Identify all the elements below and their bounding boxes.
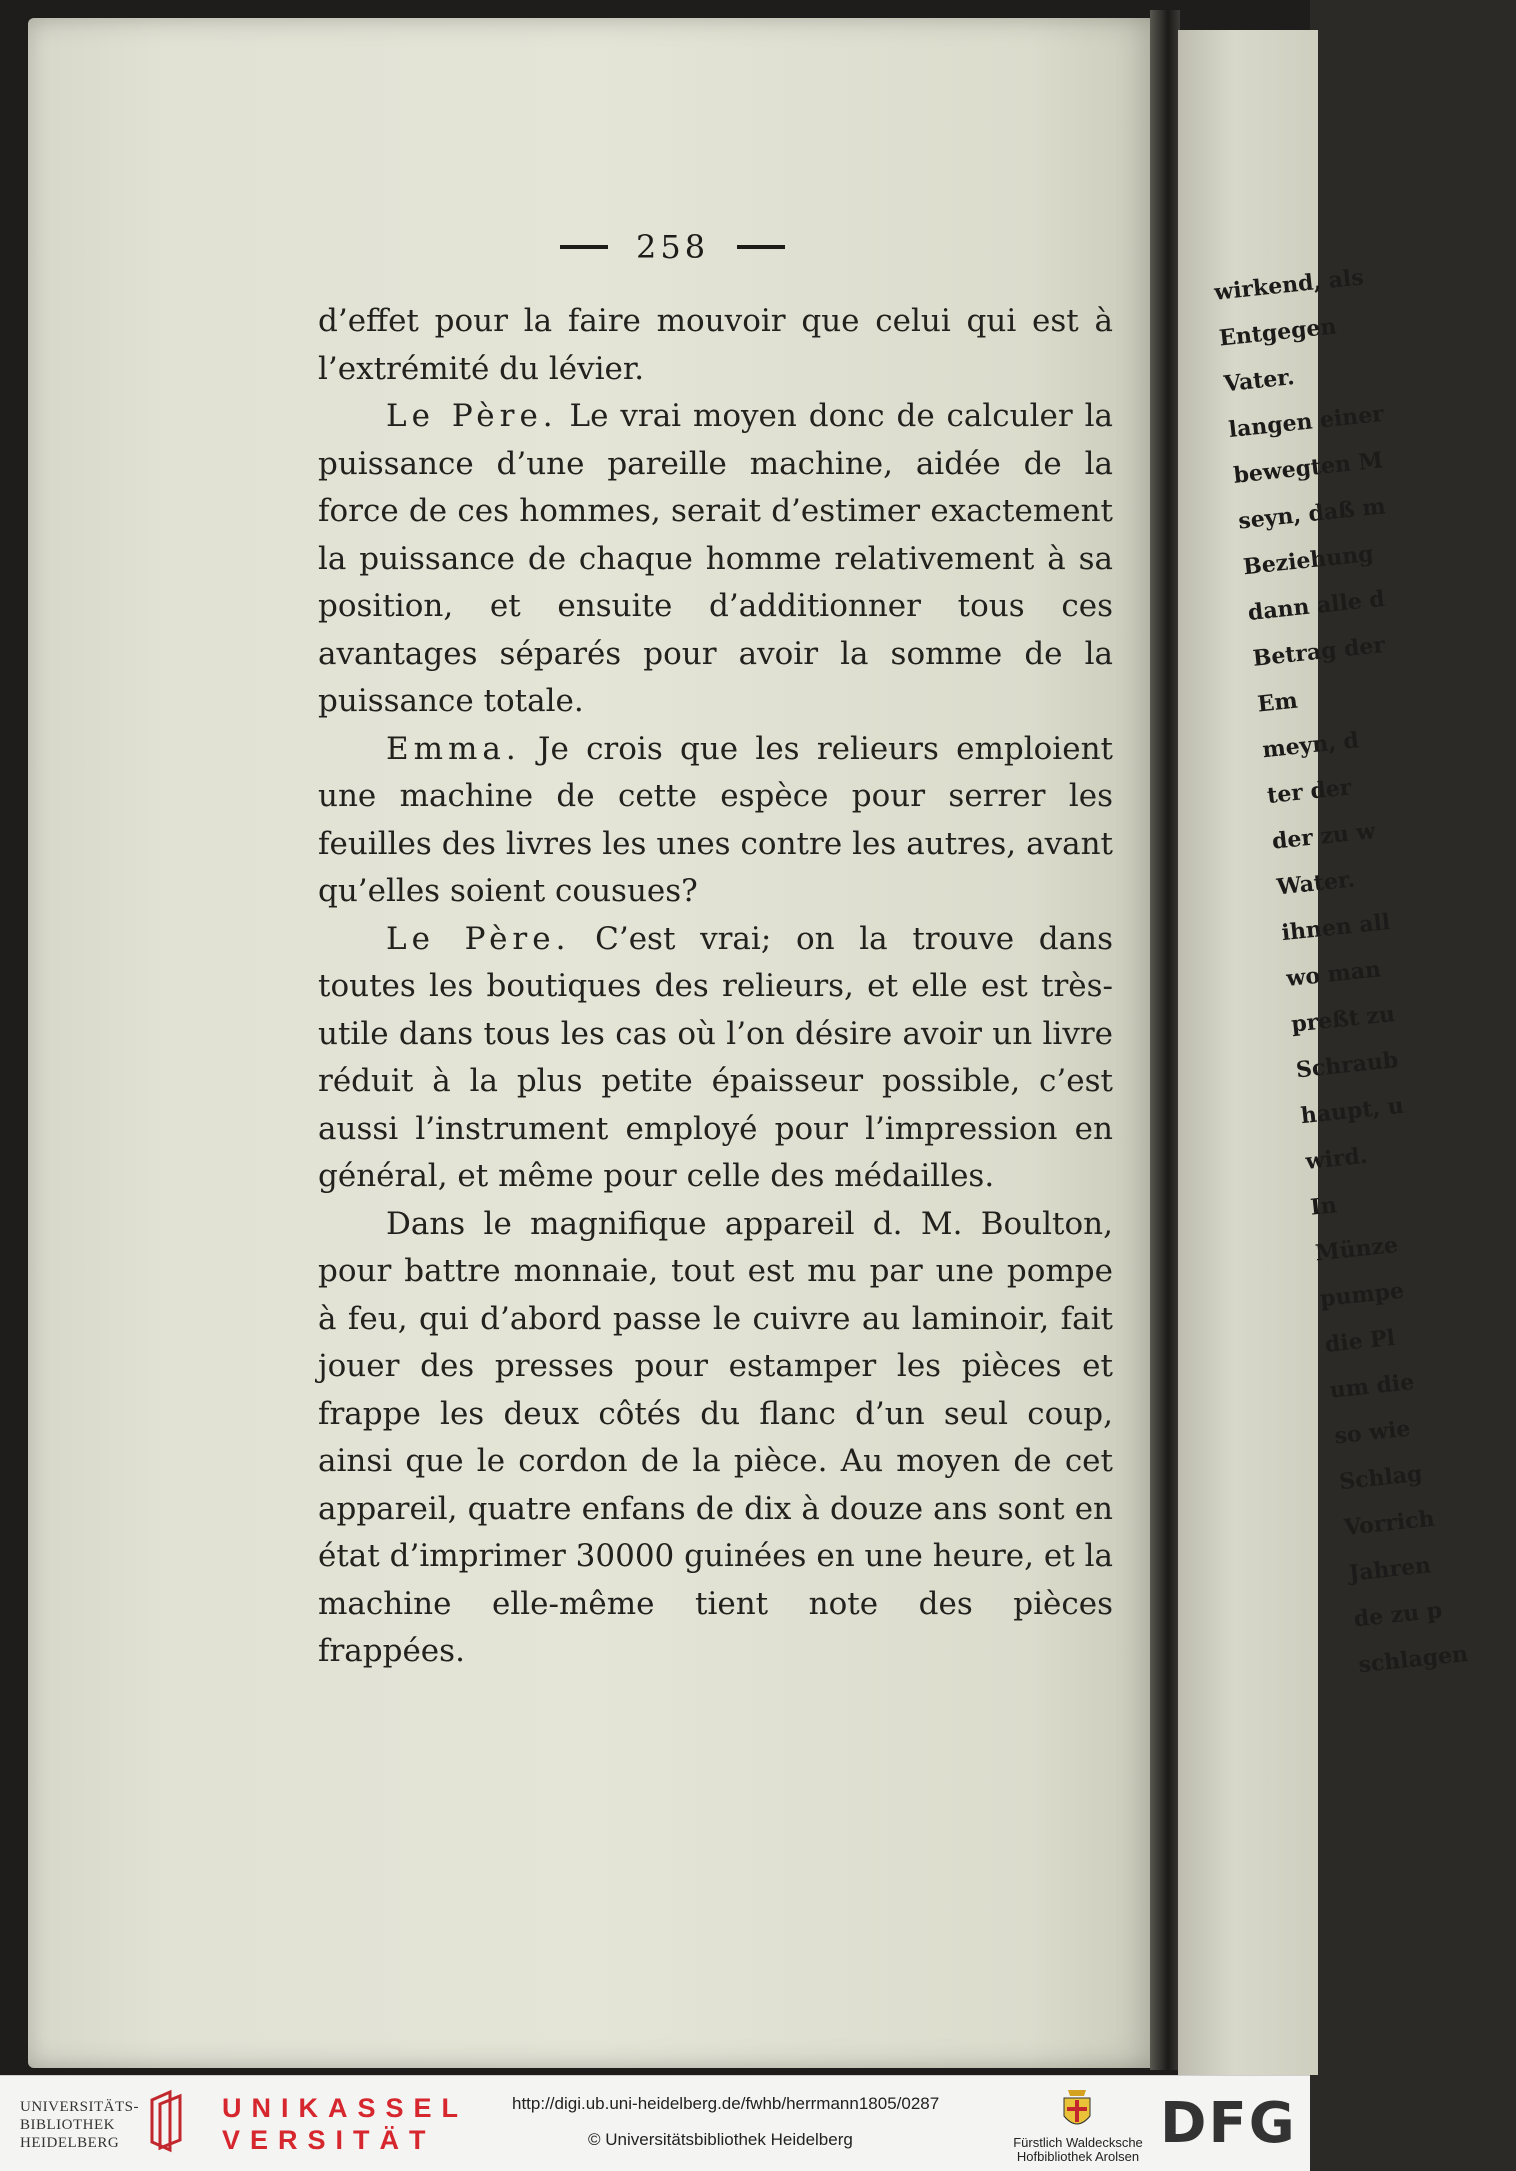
kassel-line-2: VERSITÄT	[222, 2125, 436, 2155]
facing-page-line: In	[1309, 1192, 1339, 1221]
header-dash-right	[737, 245, 785, 249]
speaker-name: Emma.	[386, 730, 521, 767]
facing-page-line: seyn, daß m	[1237, 493, 1387, 535]
book-gutter	[1150, 10, 1180, 2070]
facing-page-line: dann alle d	[1246, 585, 1386, 627]
ub-heidelberg-logo	[20, 2098, 139, 2152]
facing-page-line: meyn, d	[1261, 727, 1361, 764]
arolsen-line: Hofbibliothek Arolsen	[1016, 2149, 1140, 2164]
facing-page-line: haupt, u	[1299, 1092, 1405, 1130]
facing-page-line: ter der	[1265, 774, 1353, 810]
arolsen-line: Fürstlich Waldecksche	[1013, 2135, 1143, 2150]
kassel-line-1: UNIKASSEL	[222, 2093, 469, 2123]
facing-page-line: Schraub	[1294, 1046, 1400, 1084]
facing-page-line: Betrag der	[1251, 632, 1387, 672]
facing-page-line: Water.	[1275, 866, 1357, 901]
uni-kassel-logo	[222, 2092, 468, 2156]
facing-page-line: Jahren	[1347, 1552, 1433, 1587]
speaker-name: Le Père.	[386, 398, 558, 434]
facing-page-line: Entgegen	[1217, 313, 1338, 352]
paragraph	[318, 393, 1113, 726]
copyright-notice: © Universitätsbibliothek Heidelberg	[588, 2130, 853, 2149]
facing-page-line: Münze	[1314, 1231, 1400, 1267]
page-number: 258	[636, 228, 710, 266]
paragraph-text: Le vrai moyen donc de calculer la puissance d’une pareille machine, aidée de la force de ces hommes, serait d’estimer exactement la puissance de chaque homme relativement à sa position, et ensuite d’additionner tous ces avantages séparés pour avoir la somme de la puissance totale.	[318, 398, 1113, 719]
paragraph	[318, 298, 1113, 393]
facing-page-line: Beziehung	[1241, 540, 1375, 581]
ub-line: UNIVERSITÄTS-	[20, 2099, 139, 2115]
header-dash-left	[560, 245, 608, 249]
page-header	[560, 228, 860, 266]
ub-emblem-icon	[150, 2090, 184, 2152]
facing-page-line: so wie	[1333, 1415, 1412, 1450]
speaker-name: Le Père.	[386, 920, 571, 957]
paragraph-text: Dans le magnifique appareil d. M. Boulton, pour battre monnaie, tout est mu par une pompe à feu, qui d’abord passe le cuivre au laminoir, fait jouer des presses pour estamper les pièces et frappe les deux côtés du flanc d’un seul coup, ainsi que le cordon de la pièce. Au moyen de cet appareil, quatre enfans de dix à douze ans sont en état d’imprimer 30000 guinées en une heure, et la machine elle-même tient note des pièces frappées.	[318, 1205, 1113, 1669]
waldeck-crest-icon	[1060, 2086, 1094, 2132]
facing-page-line: um die	[1328, 1369, 1416, 1404]
facing-page-line: Vorrich	[1342, 1505, 1436, 1541]
ub-line: HEIDELBERG	[20, 2135, 120, 2151]
facing-page-line: wo man	[1285, 956, 1383, 993]
paragraph-text: d’effet pour la faire mouvoir que celui qui est à l’extrémité du lévier.	[318, 303, 1113, 387]
facing-page-line: schlagen	[1357, 1640, 1470, 1679]
facing-page-line: wird.	[1304, 1142, 1369, 1176]
page-body-text	[318, 298, 1113, 1676]
facing-page-line: bewegten M	[1232, 447, 1385, 489]
paragraph	[318, 1201, 1113, 1676]
facing-page-line: ihnen all	[1280, 909, 1392, 947]
paragraph	[318, 916, 1113, 1201]
facing-page-line: der zu w	[1270, 818, 1377, 855]
dfg-logo: DFG	[1160, 2091, 1297, 2156]
facing-page-line: langen einer	[1227, 400, 1385, 444]
paragraph-text: Je crois que les relieurs emploient une machine de cette espèce pour serrer les feuilles des livres les unes contre les autres, avant qu’elles soient cousues?	[318, 730, 1113, 909]
facing-page-line: de zu p	[1352, 1597, 1444, 1633]
facing-page-line: Vater.	[1222, 364, 1296, 398]
facing-page-line: wirkend, als	[1213, 264, 1365, 306]
ub-line: BIBLIOTHEK	[20, 2117, 115, 2133]
facing-page-line: Schlag	[1338, 1460, 1424, 1496]
facing-page-line: Em	[1256, 687, 1299, 718]
facing-page-line: pumpe	[1318, 1277, 1406, 1313]
facing-page-line: preßt zu	[1289, 1001, 1397, 1038]
arolsen-label	[1008, 2136, 1148, 2164]
paragraph	[318, 726, 1113, 916]
viewer-footer	[0, 2075, 1310, 2171]
facing-page-line: die Pl	[1323, 1324, 1397, 1359]
permalink-url[interactable]: http://digi.ub.uni-heidelberg.de/fwhb/herrmann1805/0287	[512, 2094, 940, 2113]
paragraph-text: C’est vrai; on la trouve dans toutes les boutiques des relieurs, et elle est très-utile dans tous les cas où l’on désire avoir un livre réduit à la plus petite épaisseur possible, c’est aussi l’instrument employé pour l’impression en général, et même pour celle des médailles.	[318, 920, 1113, 1194]
